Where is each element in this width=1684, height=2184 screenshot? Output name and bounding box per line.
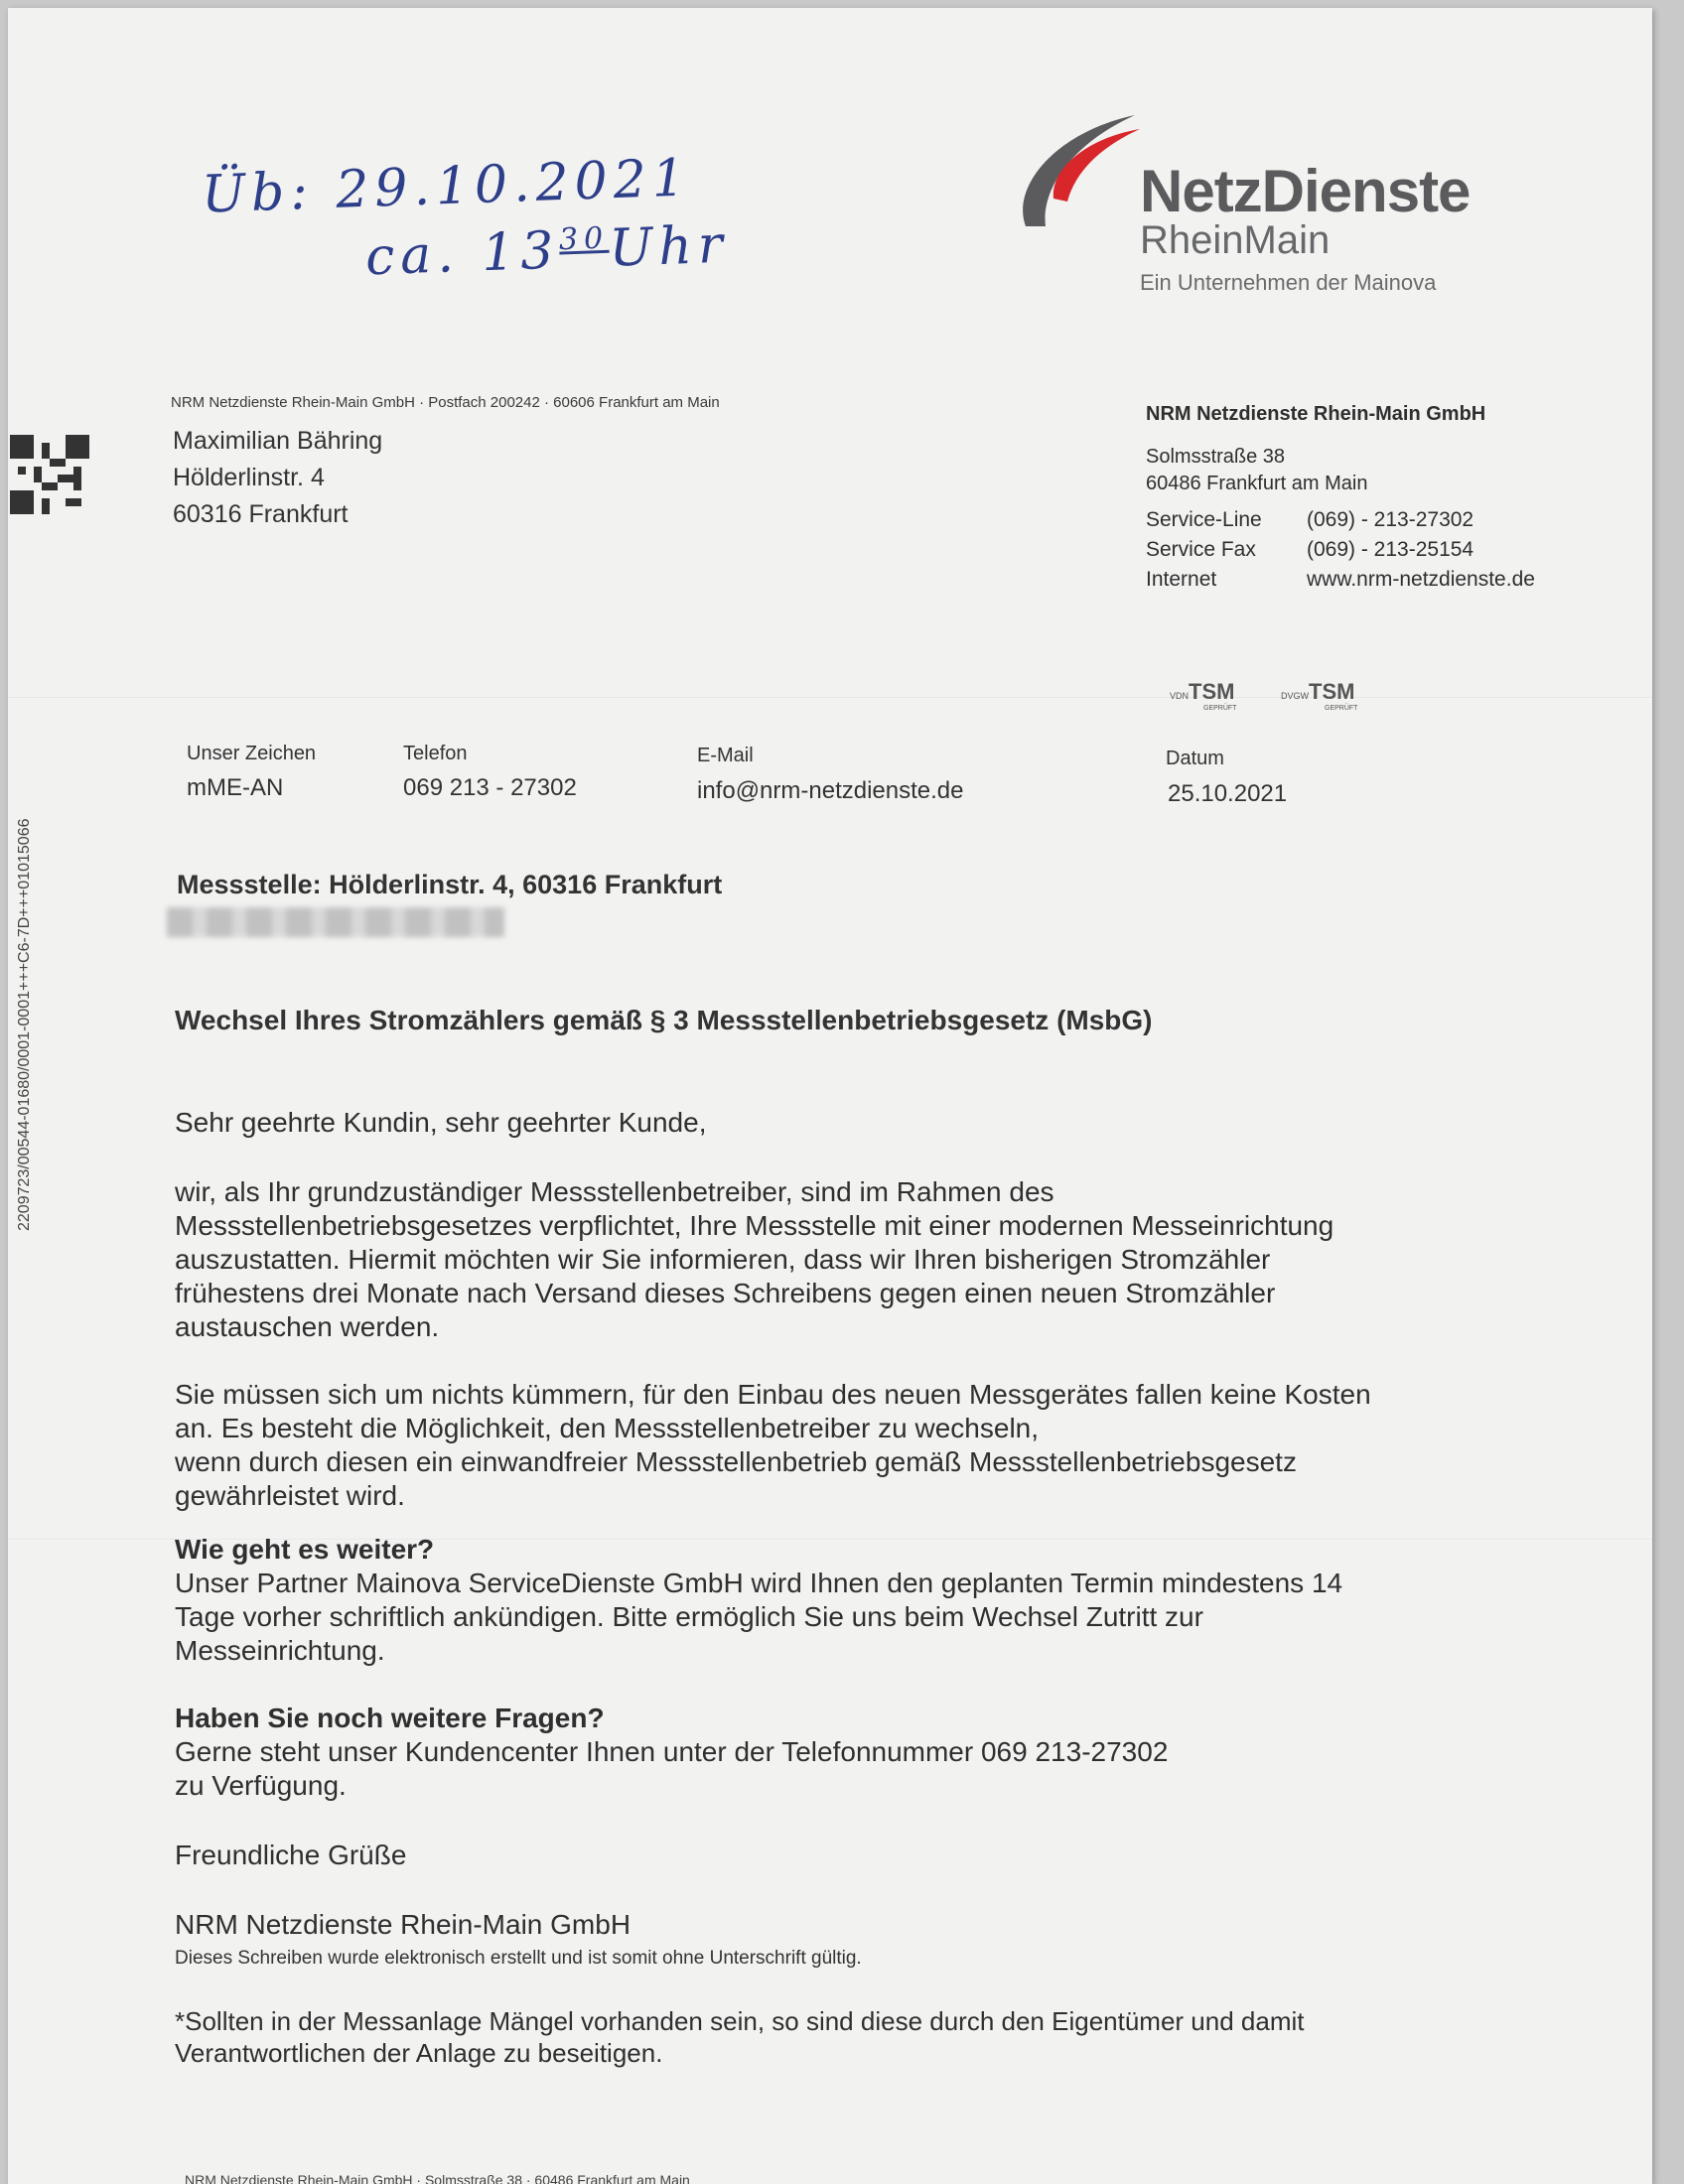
ref-email-value[interactable]: info@nrm-netzdienste.de — [697, 777, 964, 804]
contact-row: Service-Line (069) - 213-27302 — [1146, 508, 1474, 531]
contact-row: Service Fax (069) - 213-25154 — [1146, 538, 1474, 561]
vertical-reference-code: 2209723/00544-01680/0001-0001+++C6-7D+++01015066 — [16, 818, 33, 1231]
logo-sub: RheinMain — [1140, 218, 1331, 262]
letter-subject: Wechsel Ihres Stromzählers gemäß § 3 Messstellenbetriebsgesetz (MsbG) — [175, 1005, 1153, 1035]
ref-telefon-label: Telefon — [403, 743, 468, 764]
salutation: Sehr geehrte Kundin, sehr geehrter Kunde, — [175, 1107, 707, 1138]
fold-line — [8, 697, 1652, 699]
logo-name: NetzDienste — [1140, 158, 1471, 224]
messstelle-line: Messstelle: Hölderlinstr. 4, 60316 Frankfurt — [177, 870, 723, 899]
handwritten-date: Üb: 29.10.2021 — [201, 148, 692, 225]
company-street: Solmsstraße 38 — [1146, 446, 1286, 468]
footnote: *Sollten in der Messanlage Mängel vorhanden sein, so sind diese durch den Eigentümer und damit Verantwortlichen der Anlage zu beseitigen. — [175, 2006, 1305, 2068]
footer-address: NRM Netzdienste Rhein-Main GmbH · Solmsstraße 38 · 60486 Frankfurt am Main — [185, 2172, 690, 2184]
ref-email-label: E-Mail — [697, 745, 754, 766]
section-questions: Haben Sie noch weitere Fragen? Gerne steht unser Kundencenter Ihnen unter der Telefonnummer 069 213-27302 zu Verfügung. — [175, 1702, 1525, 1803]
signature-note: Dieses Schreiben wurde elektronisch erstellt und ist somit ohne Unterschrift gültig. — [175, 1948, 862, 1969]
recipient-city: 60316 Frankfurt — [173, 500, 349, 528]
company-city: 60486 Frankfurt am Main — [1146, 473, 1368, 494]
ref-datum-value: 25.10.2021 — [1168, 780, 1288, 807]
contact-table — [1146, 505, 1535, 595]
website-link[interactable]: www.nrm-netzdienste.de — [1307, 568, 1535, 591]
tsm-badge-vdn: VDNTSM GEPRÜFT — [1170, 679, 1237, 712]
ref-zeichen-value: mME-AN — [187, 774, 284, 801]
ref-telefon-value: 069 213 - 27302 — [403, 774, 577, 801]
qr-code-icon — [10, 435, 89, 514]
contact-row: Internet www.nrm-netzdienste.de — [1146, 565, 1535, 595]
handwritten-time: ca. $13^{30}Uhr$ — [364, 214, 730, 288]
section-next-steps: Wie geht es weiter? Unser Partner Mainova ServiceDienste GmbH wird Ihnen den geplanten Termin mindestens 14 Tage vorher schriftlich ankündigen. Bitte ermöglich Sie uns beim Wechsel Zutritt zur Messeinrichtung. — [175, 1533, 1525, 1668]
ref-datum-label: Datum — [1166, 748, 1224, 769]
letter-body — [175, 1106, 1525, 2069]
paragraph-intro: wir, als Ihr grundzuständiger Messstellenbetreiber, sind im Rahmen des Messstellenbetriebsgesetzes verpflichtet, Ihre Messstelle mit einer modernen Messeinrichtung auszustatten. Hiermit möchten wir Sie informieren, dass wir Ihren bisherigen Stromzähler frühestens drei Monate nach Versand dieses Schreibens gegen einen neuen Stromzähler austauschen werden. — [175, 1176, 1334, 1342]
recipient-name: Maximilian Bähring — [173, 427, 383, 455]
tsm-badge-dvgw: DVGWTSM GEPRÜFT — [1281, 679, 1358, 712]
recipient-address — [173, 423, 382, 533]
logo-tagline: Ein Unternehmen der Mainova — [1140, 270, 1437, 295]
paragraph-costs: Sie müssen sich um nichts kümmern, für den Einbau des neuen Messgerätes fallen keine Kosten an. Es besteht die Möglichkeit, den Messstellenbetreiber zu wechseln, wenn durch diesen ein einwandfreier Messstellenbetrieb gemäß Messstellenbetriebsgesetz gewährleistet wird. — [175, 1379, 1371, 1511]
netzdienste-logo-icon — [1006, 107, 1155, 246]
redacted-area — [167, 907, 504, 937]
recipient-street: Hölderlinstr. 4 — [173, 464, 325, 491]
letter-sheet — [8, 8, 1652, 2184]
signature: NRM Netzdienste Rhein-Main GmbH — [175, 1909, 632, 1940]
company-info — [1146, 403, 1535, 595]
section-heading: Wie geht es weiter? — [175, 1534, 435, 1565]
section-heading: Haben Sie noch weitere Fragen? — [175, 1703, 605, 1733]
sender-line: NRM Netzdienste Rhein-Main GmbH · Postfach 200242 · 60606 Frankfurt am Main — [171, 394, 720, 411]
ref-zeichen-label: Unser Zeichen — [187, 743, 317, 764]
company-name: NRM Netzdienste Rhein-Main GmbH — [1146, 403, 1486, 425]
closing: Freundliche Grüße — [175, 1840, 407, 1870]
